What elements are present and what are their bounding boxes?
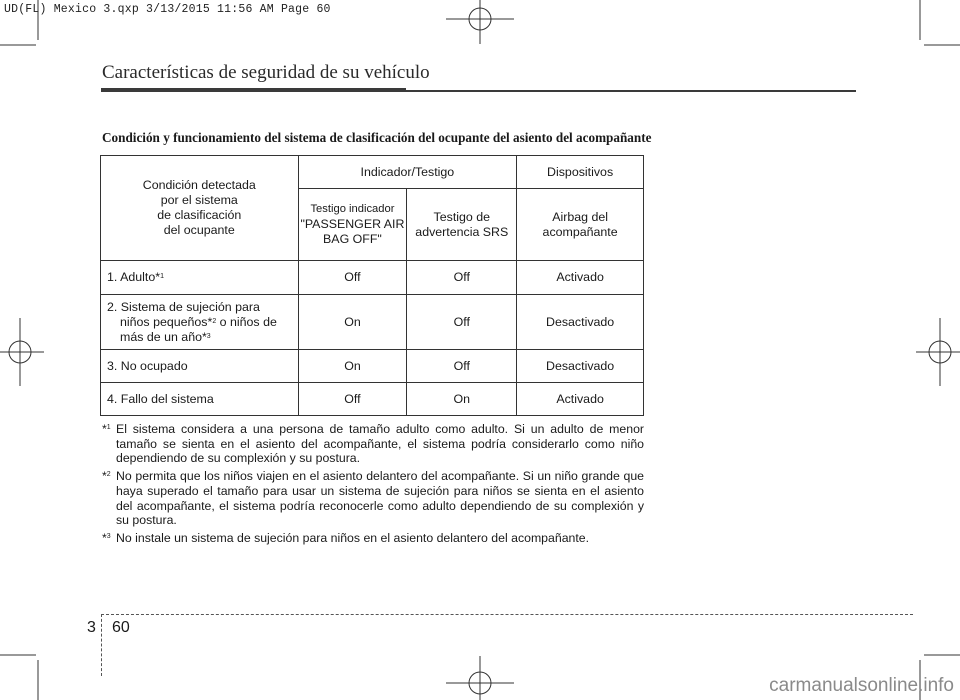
footnotes <box>102 422 644 549</box>
header-condition: Condición detectada por el sistema de clasificación del ocupante <box>101 156 299 261</box>
header-rule-thin <box>406 90 856 92</box>
print-slug: UD(FL) Mexico 3.qxp 3/13/2015 11:56 AM Page 60 <box>4 3 331 16</box>
registration-mark-bottom <box>446 656 514 700</box>
row-warning: Off <box>407 350 517 383</box>
registration-mark-top <box>446 0 514 44</box>
row-condition: 1. Adulto*$^1$ <box>101 261 299 295</box>
page-number: 60 <box>112 619 130 636</box>
header-indicator-group: Indicador/Testigo <box>298 156 517 189</box>
footnote: *$^2$ No permita que los niños viajen en el asiento delantero del acompañante. Si un niño grande que haya superado el tamaño para usar un sistema de sujeción para niños se sienta en el asiento del acompañante, el sistema podría reconocerle como adulto dependiendo de su complexión y su postura. <box>102 469 644 528</box>
table-row <box>101 261 644 295</box>
header-indicator-light: Testigo indicador "PASSENGER AIR BAG OFF" <box>298 189 407 261</box>
table-row <box>101 383 644 416</box>
row-indicator: On <box>298 295 407 350</box>
section-heading: Condición y funcionamiento del sistema de clasificación del ocupante del asiento del acompañante <box>102 130 652 145</box>
registration-mark-right <box>916 318 960 386</box>
registration-mark-left <box>0 318 44 386</box>
row-airbag: Activado <box>517 261 644 295</box>
occupant-classification-table <box>100 155 644 416</box>
row-airbag: Desactivado <box>517 295 644 350</box>
header-airbag: Airbag del acompañante <box>517 189 644 261</box>
row-condition: 3. No ocupado <box>101 350 299 383</box>
row-indicator: Off <box>298 383 407 416</box>
row-warning: On <box>407 383 517 416</box>
header-rule-thick <box>101 88 406 92</box>
header-warning-light: Testigo de advertencia SRS <box>407 189 517 261</box>
row-airbag: Desactivado <box>517 350 644 383</box>
footnote: *$^3$ No instale un sistema de sujeción para niños en el asiento delantero del acompañante. <box>102 530 590 545</box>
row-airbag: Activado <box>517 383 644 416</box>
table-row <box>101 295 644 350</box>
footnote: *$^1$ El sistema considera a una persona de tamaño adulto como adulto. Si un adulto de menor tamaño se sienta en el asiento del acompañante, el sistema podría considerarlo como niño dependiendo de su complexión y su postura. <box>102 422 644 466</box>
watermark: carmanualsonline.info <box>769 675 954 696</box>
chapter-title: Características de seguridad de su vehículo <box>102 62 430 83</box>
row-indicator: On <box>298 350 407 383</box>
footer-rule <box>101 614 913 615</box>
table-row <box>101 350 644 383</box>
row-condition: 4. Fallo del sistema <box>101 383 299 416</box>
footer-separator <box>101 614 102 676</box>
row-warning: Off <box>407 295 517 350</box>
page-chapter-number: 3 <box>87 619 96 636</box>
row-indicator: Off <box>298 261 407 295</box>
header-devices-group: Dispositivos <box>517 156 644 189</box>
row-condition: 2. Sistema de sujeción para niños pequeños*$^2$ o niños de más de un año*$^3$ <box>101 295 299 350</box>
row-warning: Off <box>407 261 517 295</box>
